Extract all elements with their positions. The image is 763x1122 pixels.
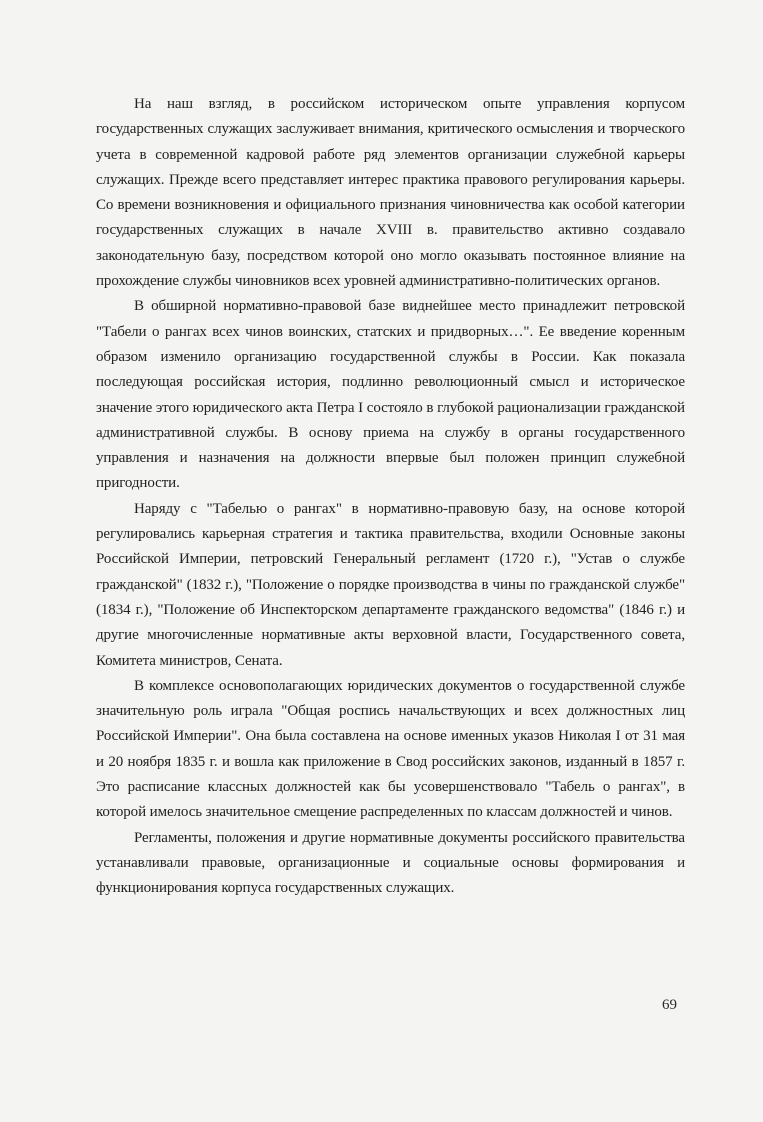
paragraph-2: В обширной нормативно-правовой базе виднейшее место принадлежит петровской "Табели о рангах всех чинов воинских, статских и придворных…". Ее введение коренным образом изменило организацию государственной службы в России. Как показала последующая российская история, подлинно революционный смысл и историческое значение этого юридического акта Петра I состояло в глубокой рационализации гражданской административной службы. В основу приема на службу в органы государственного управления и назначения на должности впервые был положен принцип служебной пригодности. — [96, 298, 685, 492]
body-text — [96, 92, 685, 902]
page-number: 69 — [662, 997, 677, 1013]
paragraph-4: В комплексе основополагающих юридических документов о государственной службе значительную роль играла "Общая роспись начальствующих и всех должностных лиц Российской Империи". Она была составлена на основе именных указов Николая I от 31 мая и 20 ноября 1835 г. и вошла как приложение в Свод российских законов, изданный в 1857 г. Это расписание классных должностей как бы усовершенствовало "Табель о рангах", в которой имелось значительное смещение распределенных по классам должностей и чинов. — [96, 677, 685, 821]
paragraph-5: Регламенты, положения и другие нормативные документы российского правительства устанавливали правовые, организационные и социальные основы формирования и функционирования корпуса государственных служащих. — [96, 829, 685, 897]
paragraph-3: Наряду с "Табелью о рангах" в нормативно-правовую базу, на основе которой регулировались карьерная стратегия и тактика правительства, входили Основные законы Российской Империи, петровский Генеральный регламент (1720 г.), "Устав о службе гражданской" (1832 г.), "Положение о порядке производства в чины по гражданской службе" (1834 г.), "Положение об Инспекторском департаменте гражданского ведомства" (1846 г.) и другие многочисленные нормативные акты верховной власти, Государственного совета, Комитета министров, Сената. — [96, 500, 685, 669]
paragraph-1: На наш взгляд, в российском историческом опыте управления корпусом государственных служащих заслуживает внимания, критического осмысления и творческого учета в современной кадровой работе ряд элементов организации служебной карьеры служащих. Прежде всего представляет интерес практика правового регулирования карьеры. Со времени возникновения и официального признания чиновничества как особой категории государственных служащих в начале XVIII в. правительство активно создавало законодательную базу, посредством которой оно могло оказывать постоянное влияние на прохождение службы чиновников всех уровней административно-политических органов. — [96, 96, 685, 290]
